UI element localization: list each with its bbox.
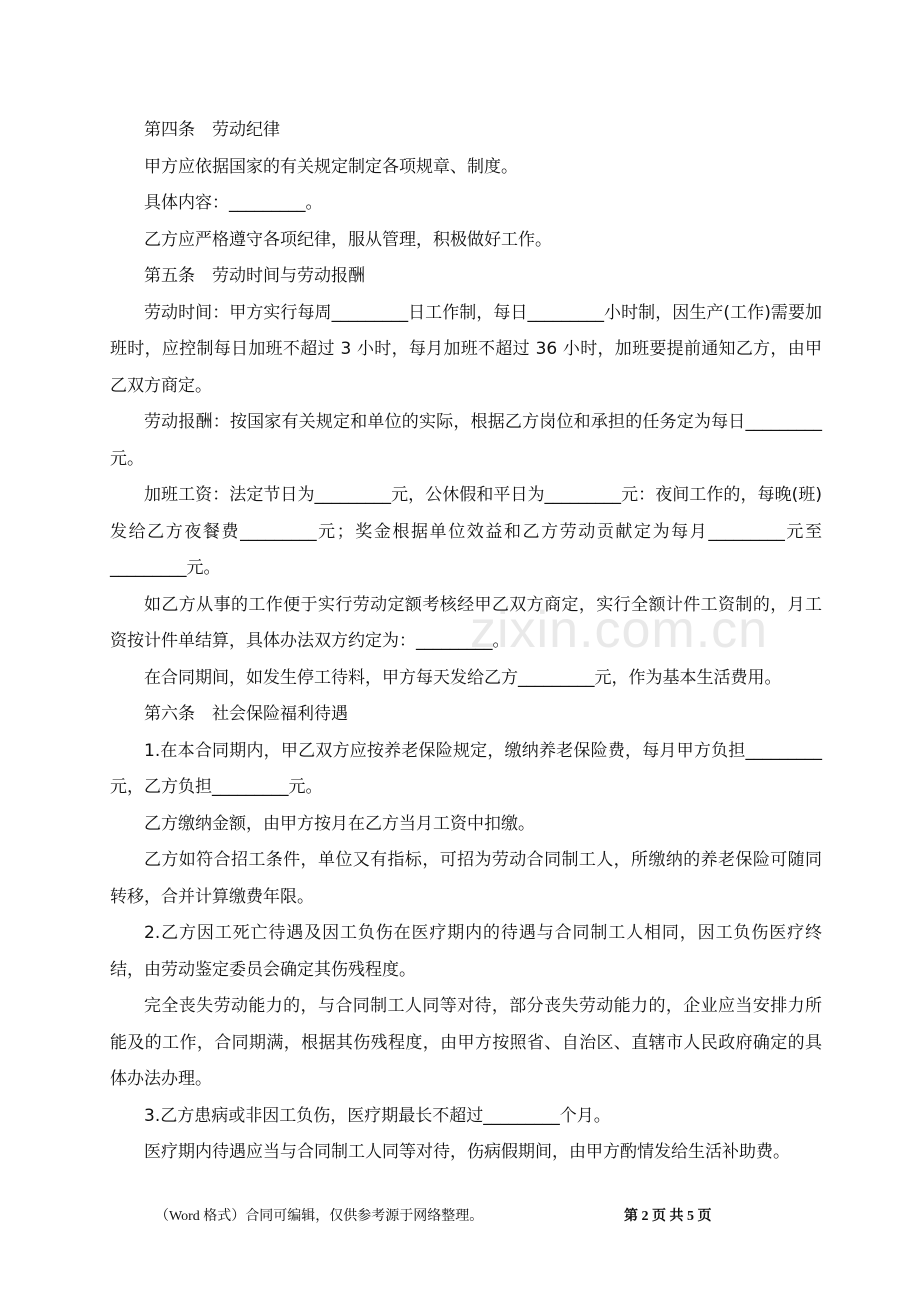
article-5-heading: 第五条 劳动时间与劳动报酬	[144, 266, 365, 286]
paragraph: 3.乙方患病或非因工负伤，医疗期最长不超过_________个月。	[144, 1105, 611, 1126]
paragraph: 甲方应依据国家的有关规定制定各项规章、制度。	[144, 156, 518, 177]
footer-note: （Word 格式）合同可编辑，仅供参考源于网络整理。	[155, 1209, 484, 1224]
paragraph: 劳动报酬：按国家有关规定和单位的实际，根据乙方岗位和承担的任务定为每日_________元。	[110, 412, 822, 469]
paragraph: 乙方应严格遵守各项纪律，服从管理，积极做好工作。	[144, 229, 552, 250]
paragraph: 1.在本合同期内，甲乙双方应按养老保险规定，缴纳养老保险费，每月甲方负担_________元，乙方负担_________元。	[110, 740, 822, 797]
document-body	[110, 112, 822, 1171]
paragraph: 医疗期内待遇应当与合同制工人同等对待，伤病假期间，由甲方酌情发给生活补助费。	[144, 1142, 790, 1162]
paragraph: 在合同期间，如发生停工待料，甲方每天发给乙方_________元，作为基本生活费用。	[144, 667, 782, 688]
watermark: zixin.com.cn	[470, 601, 769, 659]
paragraph: 完全丧失劳动能力的，与合同制工人同等对待，部分丧失劳动能力的，企业应当安排力所能及的工作，合同期满，根据其伤残程度，由甲方按照省、自治区、直辖市人民政府确定的具体办法办理。	[110, 996, 822, 1089]
paragraph: 乙方缴纳金额，由甲方按月在乙方当月工资中扣缴。	[144, 813, 535, 834]
paragraph: 劳动时间：甲方实行每周_________日工作制，每日_________小时制，因生产(工作)需要加班时，应控制每日加班不超过 3 小时，每月加班不超过 36 小时，加班要提前通知乙方，由甲乙双方商定。	[110, 302, 822, 396]
paragraph: 加班工资：法定节日为_________元，公休假和平日为_________元：夜间工作的，每晚(班)发给乙方夜餐费_________元；奖金根据单位效益和乙方劳动贡献定为每月_________元至_________元。	[110, 485, 822, 578]
paragraph: 乙方如符合招工条件，单位又有指标，可招为劳动合同制工人，所缴纳的养老保险可随同转移，合并计算缴费年限。	[110, 850, 822, 907]
article-4-heading: 第四条 劳动纪律	[144, 120, 280, 140]
page-number: 第 2 页 共 5 页	[624, 1209, 712, 1224]
paragraph: 具体内容：_________。	[144, 193, 323, 213]
paragraph: 2.乙方因工死亡待遇及因工负伤在医疗期内的待遇与合同制工人相同，因工负伤医疗终结，由劳动鉴定委员会确定其伤残程度。	[110, 923, 822, 980]
article-6-heading: 第六条 社会保险福利待遇	[144, 704, 348, 724]
paragraph: 如乙方从事的工作便于实行劳动定额考核经甲乙双方商定，实行全额计件工资制的，月工资按计件单结算，具体办法双方约定为：_________。	[110, 594, 822, 651]
